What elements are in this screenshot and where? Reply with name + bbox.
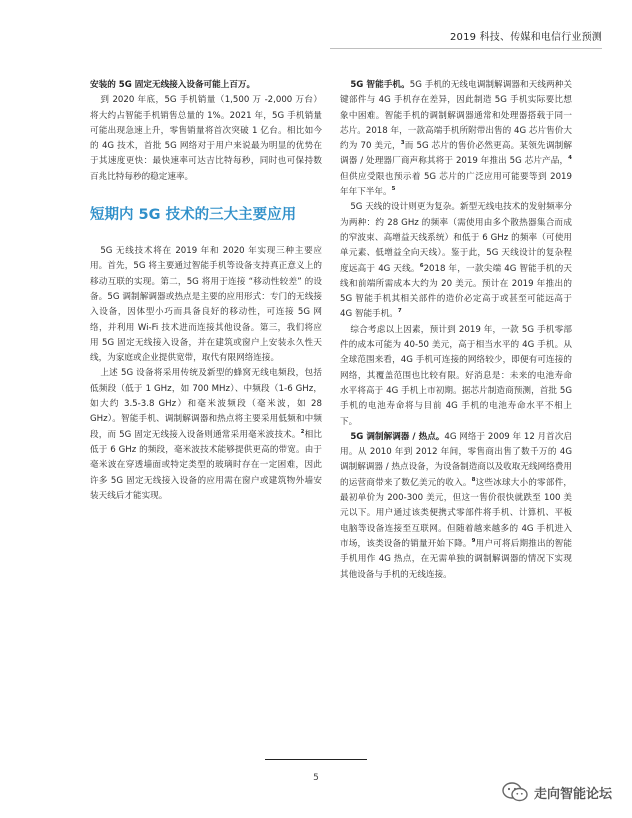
footnote-ref[interactable]: 8 — [471, 476, 476, 483]
footer-divider — [265, 759, 367, 760]
paragraph-three-applications: 5G 无线技术将在 2019 年和 2020 年实现三种主要应用。首先，5G 将主要通过智能手机等设备支持真正意义上的移动互联的实现。第二，5G 将用于连接 “移动性较差” 的设备。5G 调制解调器或热点是主要的应用形式：专门的无线接入设备，因体型小巧而具备良好的移动性，可连接 5G 网络，并利用 Wi-Fi 技术进而连接其他设备。第三，我们将应用 5G 固定无线接入设备，并在建筑或窗户上安装永久性天线，为家庭或企业提供宽带，取代有限网络连接。 — [90, 246, 322, 364]
header-divider — [330, 48, 602, 49]
footnote-ref[interactable]: 5 — [391, 186, 396, 193]
paragraph-sales-forecast: 到 2020 年底，5G 手机销量（1,500 万 -2,000 万台）将大约占智能手机销售总量的 1%。2021 年，5G 手机销量可能出现急速上升，零售销量将首次突破 1 亿台。相比如今的 4G 技术，首批 5G 网络对于用户来说最为明显的优势在于其速度更快：最快速率可达吉比特每秒，同时也可保持数百兆比特每秒的稳定速率。 — [90, 95, 322, 182]
section-heading: 短期内 5G 技术的三大主要应用 — [90, 207, 297, 224]
footnote-ref[interactable]: 3 — [400, 140, 405, 147]
text-segment: 但供应受限也预示着 5G 芯片的广泛应用可能要等到 2019 年年下半年。 — [340, 171, 572, 198]
text-segment: 5G 天线的设计则更为复杂。新型无线电技术的发射频率分为两种：约 28 GHz 的频率（需使用由多个散热器集合而成的窄波束、高增益天线系统）和低于 6 GHz 的频率（可使用单元素、低增益全向天线）。鉴于此，5G 天线设计的复杂程度远高于 4G 天线。 — [340, 202, 572, 274]
paragraph-lead-term: 5G 智能手机。 — [350, 80, 410, 90]
text-segment: 上述 5G 设备将采用传统及新型的蜂窝无线电频段，包括低频段（低于 1 GHz，如 700 MHz）、中频段（1-6 GHz，如大约 3.5-3.8 GHz）和毫米波频段（毫米波，如 28 GHz）。智能手机、调制解调器和热点将主要采用低频和中频段，而 5G 固定无线接入设备则通常采用毫米波技术。 — [90, 368, 322, 440]
text-segment: 这些冰球大小的零部件，最初单价为 200-300 美元，但这一售价很快就跌至 100 美元以下。用户通过该类便携式零部件将手机、计算机、平板电脑等设备连接至互联网。但随着越来越多的 4G 手机进入市场，该类设备的销量开始下降。 — [340, 477, 572, 549]
footnote-ref[interactable]: 9 — [471, 537, 476, 544]
footnote-ref[interactable]: 6 — [419, 262, 424, 269]
footnote-ref[interactable]: 4 — [568, 155, 572, 162]
wechat-icon — [502, 782, 528, 802]
text-segment: 4G 网络于 2009 年 12 月首次启用。从 2010 年到 2012 年间，零售商出售了数千万的 4G 调制解调器 / 热点设备，为设备制造商以及收取无线网络费用的运营商带来了数亿美元的收入。 — [340, 431, 572, 488]
paragraph-5g-smartphones — [340, 78, 572, 200]
paragraph-cost-battery: 综合考虑以上因素，预计到 2019 年，一款 5G 手机零部件的成本可能为 40-50 美元，高于相当水平的 4G 手机。从全球范围来看，4G 手机可连接的网络较少，即便有可连接的网络，其覆盖范围也比较有限。好消息是：未来的电池寿命水平将高于 4G 手机上市初期。据芯片制造商预测，首批 5G 手机的电池寿命将与目前 4G 手机的电池寿命水平不相上下。 — [340, 324, 572, 427]
text-segment: 相比低于 6 GHz 的频段，毫米波技术能够提供更高的带宽。由于毫米波在穿透墙面或特定类型的玻璃时存在一定困难，因此许多 5G 固定无线接入设备的应用需在窗户或建筑物外墙安装天线后才能实现。 — [90, 429, 322, 501]
paragraph-modems-hotspots — [340, 430, 572, 583]
watermark-text: 走向智能论坛 — [533, 786, 612, 802]
watermark — [502, 782, 612, 802]
page-header-title: 2019 科技、传媒和电信行业预测 — [449, 32, 602, 43]
footnote-ref[interactable]: 2 — [300, 428, 305, 435]
right-column — [340, 78, 572, 583]
text-segment: 用户可将后期推出的智能手机用作 4G 热点，在无需单独的调制解调器的情况下实现其他设备与手机的无线连接。 — [340, 538, 572, 580]
left-column — [90, 78, 322, 504]
paragraph-antenna-design — [340, 200, 572, 322]
text-segment: 5G 手机的无线电调制解调器和天线两种关键部件与 4G 手机存在差异，因此制造 5G 手机实际要比想象中困难。智能手机的调制解调器通常和处理器搭载于同一芯片。2018 年，一款高端手机所附带出售的 4G 芯片售价大约为 70 美元， — [340, 80, 572, 152]
paragraph-lead-term: 5G 调制解调器 / 热点。 — [350, 431, 445, 442]
page-number: 5 — [313, 773, 319, 783]
footnote-ref[interactable]: 7 — [397, 308, 402, 315]
text-segment: 2018 年，一款尖端 4G 智能手机的天线和前端所需成本大约为 20 美元。预计在 2019 年推出的 5G 智能手机其相关部件的造价必定高于或甚至可能远高于 4G 智能手机。 — [340, 263, 572, 320]
lead-sentence: 安装的 5G 固定无线接入设备可能上百万。 — [90, 80, 256, 90]
paragraph-frequency-bands — [90, 366, 322, 504]
text-segment: 而 5G 芯片的售价必然更高。某领先调制解调器 / 处理器厂商声称其将于 2019 年推出 5G 芯片产品， — [340, 141, 572, 167]
